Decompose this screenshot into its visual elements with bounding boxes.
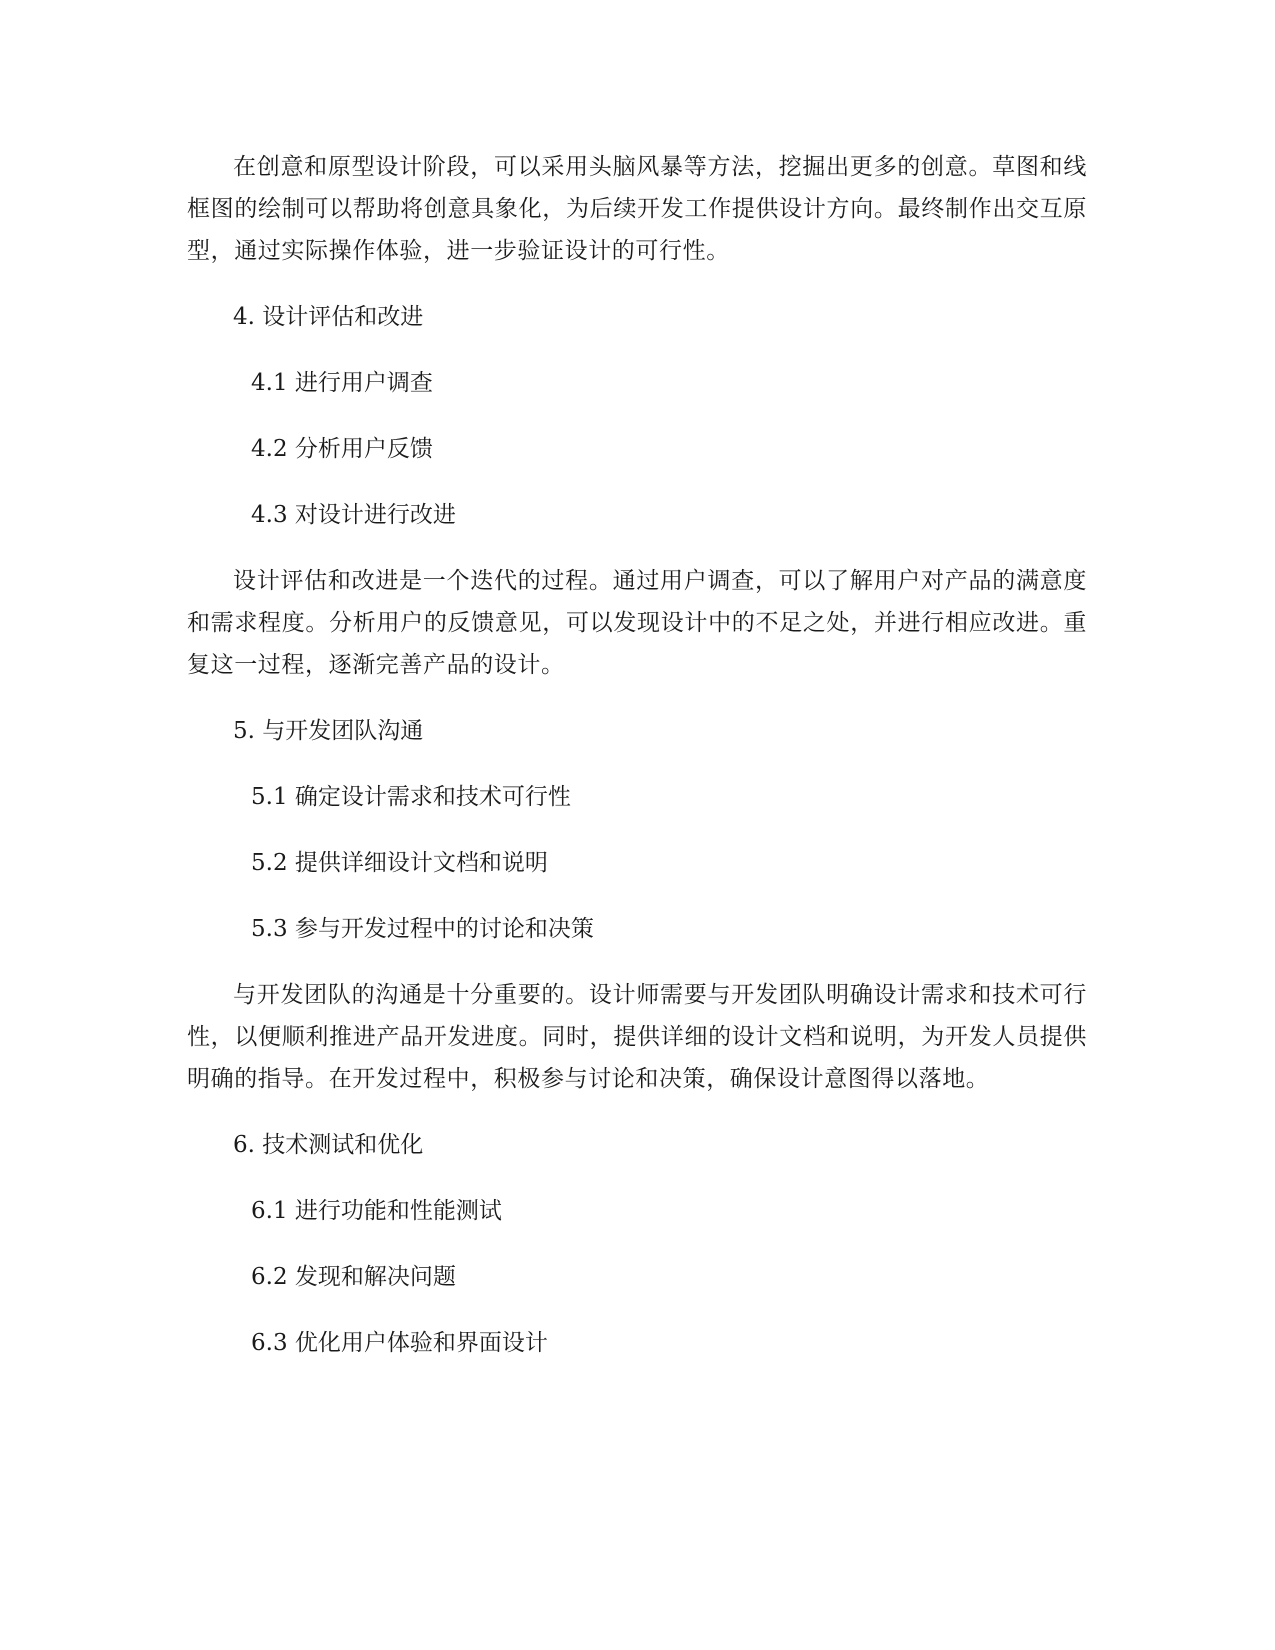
section-heading-6: 6. 技术测试和优化 (233, 1132, 424, 1158)
subsection-4-3: 4.3 对设计进行改进 (251, 502, 456, 528)
paragraph-evaluation: 设计评估和改进是一个迭代的过程。通过用户调查，可以了解用户对产品的满意度和需求程度。分析用户的反馈意见，可以发现设计中的不足之处，并进行相应改进。重复这一过程，逐渐完善产品的设计。 (187, 568, 1087, 678)
subsection-6-3: 6.3 优化用户体验和界面设计 (251, 1330, 548, 1356)
subsection-6-1: 6.1 进行功能和性能测试 (251, 1198, 502, 1224)
document-body (187, 146, 1087, 1388)
subsection-6-2: 6.2 发现和解决问题 (251, 1264, 456, 1290)
subsection-4-1: 4.1 进行用户调查 (251, 370, 433, 396)
subsection-5-1: 5.1 确定设计需求和技术可行性 (251, 784, 571, 810)
subsection-4-2: 4.2 分析用户反馈 (251, 436, 433, 462)
section-heading-4: 4. 设计评估和改进 (233, 304, 424, 330)
paragraph-dev-communication: 与开发团队的沟通是十分重要的。设计师需要与开发团队明确设计需求和技术可行性，以便顺利推进产品开发进度。同时，提供详细的设计文档和说明，为开发人员提供明确的指导。在开发过程中，积极参与讨论和决策，确保设计意图得以落地。 (187, 982, 1087, 1092)
subsection-5-2: 5.2 提供详细设计文档和说明 (251, 850, 548, 876)
paragraph-prototype-design: 在创意和原型设计阶段，可以采用头脑风暴等方法，挖掘出更多的创意。草图和线框图的绘制可以帮助将创意具象化，为后续开发工作提供设计方向。最终制作出交互原型，通过实际操作体验，进一步验证设计的可行性。 (187, 154, 1087, 264)
subsection-5-3: 5.3 参与开发过程中的讨论和决策 (251, 916, 594, 942)
section-heading-5: 5. 与开发团队沟通 (233, 718, 424, 744)
